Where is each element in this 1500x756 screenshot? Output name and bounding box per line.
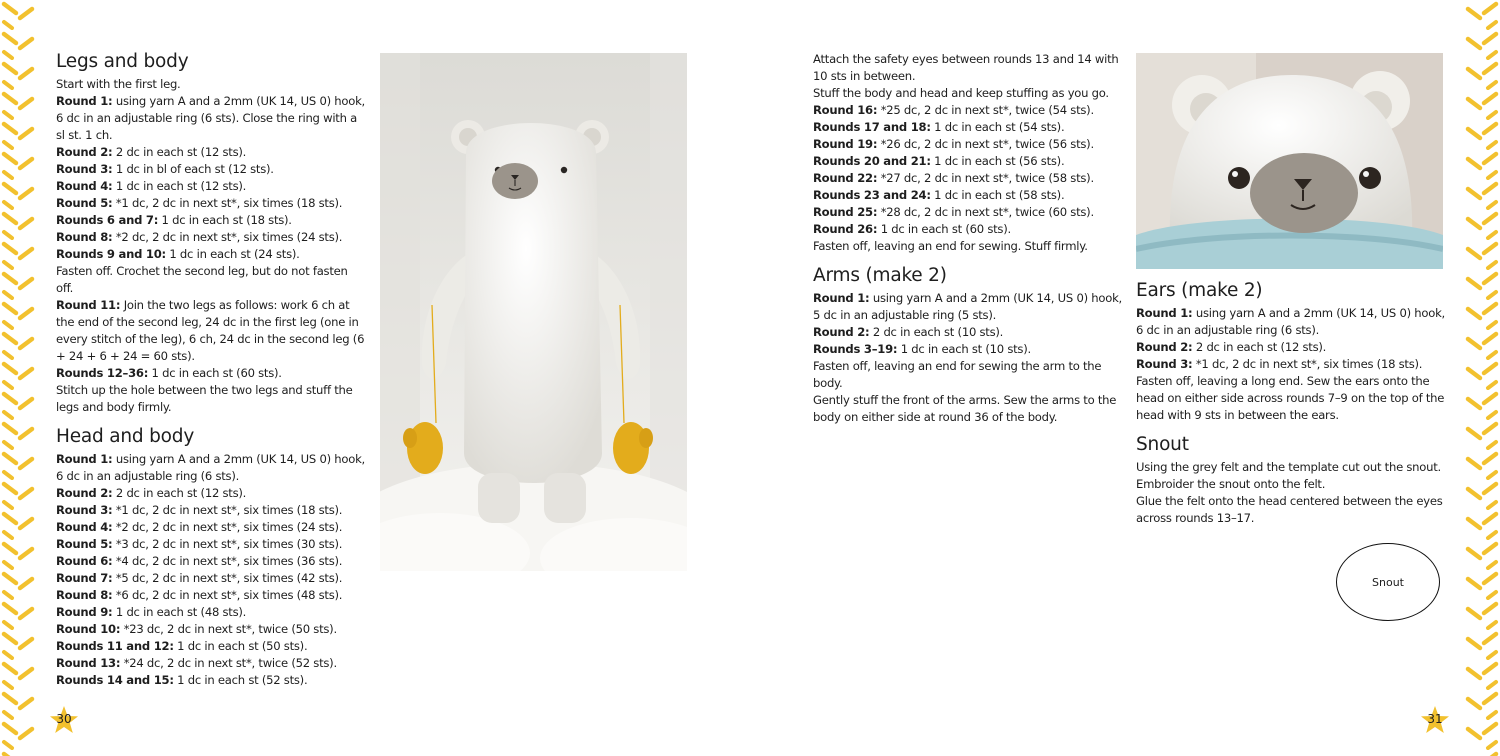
instruction-text: 1 dc in each st (48 sts). (112, 605, 247, 619)
round-label: Round 10: (56, 622, 121, 636)
instruction-text: using yarn A and a 2mm (UK 14, US 0) hook, 5 dc in an adjustable ring (5 sts). (813, 291, 1122, 322)
instruction-line (813, 170, 1125, 187)
instruction-line (1136, 339, 1446, 356)
round-label: Round 8: (56, 230, 113, 244)
round-label: Rounds 17 and 18: (813, 120, 931, 134)
instruction-text: 1 dc in each st (52 sts). (173, 673, 308, 687)
instruction-line (56, 655, 366, 672)
instruction-line (56, 76, 366, 93)
instruction-line (56, 570, 366, 587)
arms-heading: Arms (make 2) (813, 265, 947, 286)
instruction-text: *1 dc, 2 dc in next st*, six times (18 sts). (112, 196, 343, 210)
round-label: Round 7: (56, 571, 113, 585)
round-label: Round 2: (56, 145, 113, 159)
right-border-pattern (1448, 0, 1500, 756)
instruction-line (56, 246, 366, 263)
instruction-text: 1 dc in each st (12 sts). (112, 179, 247, 193)
instruction-line (56, 604, 366, 621)
instruction-text: 1 dc in each st (58 sts). (930, 188, 1065, 202)
instruction-line (813, 119, 1125, 136)
instruction-line (56, 263, 366, 297)
instruction-line (56, 382, 366, 416)
round-label: Rounds 20 and 21: (813, 154, 931, 168)
instruction-text: *2 dc, 2 dc in next st*, six times (24 sts). (112, 230, 343, 244)
instruction-text: Glue the felt onto the head centered between the eyes across rounds 13–17. (1136, 494, 1443, 525)
instruction-line (813, 358, 1125, 392)
instruction-text: using yarn A and a 2mm (UK 14, US 0) hook, 6 dc in an adjustable ring (6 sts). Close the ring with a sl st. 1 ch. (56, 94, 365, 142)
left-text-column (56, 51, 366, 689)
round-label: Round 8: (56, 588, 113, 602)
instruction-text: Using the grey felt and the template cut out the snout. (1136, 460, 1441, 474)
instruction-text: 1 dc in each st (18 sts). (158, 213, 292, 227)
round-label: Round 1: (813, 291, 870, 305)
snout-instructions (1136, 459, 1446, 527)
instruction-text: Fasten off, leaving a long end. Sew the ears onto the head on either side across rounds 7–9 on the top of the head with 9 sts in between the ears. (1136, 374, 1445, 422)
instruction-text: *4 dc, 2 dc in next st*, six times (36 sts). (112, 554, 343, 568)
instruction-text: Attach the safety eyes between rounds 13 and 14 with 10 sts in between. (813, 52, 1119, 83)
instruction-line (813, 324, 1125, 341)
instruction-line (56, 672, 366, 689)
instruction-text: 2 dc in each st (10 sts). (869, 325, 1004, 339)
instruction-text: 1 dc in each st (54 sts). (930, 120, 1065, 134)
head-body-heading: Head and body (56, 426, 195, 447)
instruction-line (56, 229, 366, 246)
instruction-line (1136, 459, 1446, 476)
page-number-left (48, 704, 80, 736)
instruction-line (813, 187, 1125, 204)
instruction-line (56, 195, 366, 212)
bear-full-photo (380, 53, 687, 571)
instruction-text: *27 dc, 2 dc in next st*, twice (58 sts). (877, 171, 1094, 185)
instruction-line (56, 365, 366, 382)
round-label: Rounds 9 and 10: (56, 247, 166, 261)
snout-template (1336, 543, 1440, 621)
instruction-text: Embroider the snout onto the felt. (1136, 477, 1326, 491)
instruction-text: 2 dc in each st (12 sts). (112, 486, 247, 500)
round-label: Round 25: (813, 205, 878, 219)
snout-template-label: Snout (1372, 575, 1404, 589)
instruction-line (813, 102, 1125, 119)
round-label: Round 9: (56, 605, 113, 619)
instruction-text: Join the two legs as follows: work 6 ch at the end of the second leg, 24 dc in the first leg (one in every stitch of the leg), 6 ch, 24 dc in the second leg (6 + 24 + 6 + 24 = 60 sts). (56, 298, 365, 363)
instruction-line (1136, 476, 1446, 493)
left-border-pattern (0, 0, 52, 756)
instruction-line (56, 178, 366, 195)
instruction-line (813, 136, 1125, 153)
instruction-text: *1 dc, 2 dc in next st*, six times (18 sts). (1192, 357, 1423, 371)
round-label: Round 19: (813, 137, 878, 151)
ears-heading: Ears (make 2) (1136, 280, 1263, 301)
round-label: Rounds 6 and 7: (56, 213, 159, 227)
instruction-line (56, 502, 366, 519)
instruction-text: 1 dc in each st (56 sts). (930, 154, 1065, 168)
right-photo-text-column (1136, 280, 1446, 527)
instruction-text: *3 dc, 2 dc in next st*, six times (30 sts). (112, 537, 343, 551)
instruction-line (56, 212, 366, 229)
instruction-text: using yarn A and a 2mm (UK 14, US 0) hook, 6 dc in an adjustable ring (6 sts). (56, 452, 365, 483)
instruction-text: *1 dc, 2 dc in next st*, six times (18 sts). (112, 503, 343, 517)
instruction-text: 1 dc in each st (24 sts). (165, 247, 300, 261)
instruction-text: 1 dc in each st (60 sts). (877, 222, 1011, 236)
head-body-continued (813, 51, 1125, 255)
instruction-line (56, 144, 366, 161)
instruction-text: *6 dc, 2 dc in next st*, six times (48 sts). (112, 588, 343, 602)
instruction-line (813, 51, 1125, 85)
instruction-text: Gently stuff the front of the arms. Sew the arms to the body on either side at round 36 of the body. (813, 393, 1117, 424)
instruction-line (813, 238, 1125, 255)
round-label: Round 3: (56, 503, 113, 517)
instruction-line (56, 297, 366, 365)
instruction-line (813, 221, 1125, 238)
page-number-right-text: 31 (1427, 712, 1443, 726)
instruction-line (1136, 493, 1446, 527)
round-label: Round 3: (56, 162, 113, 176)
round-label: Round 13: (56, 656, 121, 670)
round-label: Round 1: (56, 94, 113, 108)
instruction-line (56, 519, 366, 536)
right-text-column (813, 51, 1125, 426)
instruction-text: *25 dc, 2 dc in next st*, twice (54 sts). (877, 103, 1094, 117)
instruction-line (56, 161, 366, 178)
instruction-line (1136, 305, 1446, 339)
instruction-text: 1 dc in each st (50 sts). (173, 639, 308, 653)
round-label: Round 4: (56, 520, 113, 534)
round-label: Round 6: (56, 554, 113, 568)
round-label: Rounds 14 and 15: (56, 673, 174, 687)
round-label: Round 3: (1136, 357, 1193, 371)
round-label: Round 2: (1136, 340, 1193, 354)
round-label: Round 5: (56, 196, 113, 210)
instruction-text: *28 dc, 2 dc in next st*, twice (60 sts). (877, 205, 1094, 219)
instruction-text: using yarn A and a 2mm (UK 14, US 0) hook, 6 dc in an adjustable ring (6 sts). (1136, 306, 1445, 337)
instruction-text: 1 dc in each st (60 sts). (148, 366, 282, 380)
instruction-line (56, 93, 366, 144)
instruction-text: 1 dc in each st (10 sts). (897, 342, 1031, 356)
instruction-text: *26 dc, 2 dc in next st*, twice (56 sts). (877, 137, 1094, 151)
legs-body-heading: Legs and body (56, 51, 189, 72)
ears-instructions (1136, 305, 1446, 424)
instruction-line (56, 587, 366, 604)
instruction-text: Fasten off, leaving an end for sewing the arm to the body. (813, 359, 1102, 390)
page-number-right (1419, 704, 1451, 736)
instruction-text: *24 dc, 2 dc in next st*, twice (52 sts). (120, 656, 337, 670)
instruction-line (1136, 373, 1446, 424)
instruction-text: 2 dc in each st (12 sts). (1192, 340, 1327, 354)
instruction-line (56, 638, 366, 655)
instruction-text: *23 dc, 2 dc in next st*, twice (50 sts). (120, 622, 337, 636)
instruction-text: Stitch up the hole between the two legs and stuff the legs and body firmly. (56, 383, 353, 414)
instruction-line (813, 204, 1125, 221)
bear-head-closeup-photo (1136, 53, 1443, 269)
round-label: Round 1: (1136, 306, 1193, 320)
instruction-text: Fasten off. Crochet the second leg, but do not fasten off. (56, 264, 348, 295)
instruction-line (56, 485, 366, 502)
instruction-text: 2 dc in each st (12 sts). (112, 145, 247, 159)
round-label: Round 5: (56, 537, 113, 551)
instruction-line (813, 290, 1125, 324)
instruction-text: *5 dc, 2 dc in next st*, six times (42 sts). (112, 571, 343, 585)
head-body-instructions (56, 451, 366, 689)
instruction-line (813, 153, 1125, 170)
instruction-text: 1 dc in bl of each st (12 sts). (112, 162, 274, 176)
round-label: Round 26: (813, 222, 878, 236)
round-label: Round 22: (813, 171, 878, 185)
round-label: Rounds 12–36: (56, 366, 149, 380)
instruction-line (56, 621, 366, 638)
round-label: Round 16: (813, 103, 878, 117)
instruction-line (813, 341, 1125, 358)
instruction-line (813, 392, 1125, 426)
round-label: Round 11: (56, 298, 121, 312)
instruction-line (56, 451, 366, 485)
round-label: Rounds 23 and 24: (813, 188, 931, 202)
round-label: Rounds 11 and 12: (56, 639, 174, 653)
snout-heading: Snout (1136, 434, 1189, 455)
instruction-line (813, 85, 1125, 102)
instruction-text: Start with the first leg. (56, 77, 181, 91)
instruction-line (56, 536, 366, 553)
instruction-line (1136, 356, 1446, 373)
arms-instructions (813, 290, 1125, 426)
instruction-text: *2 dc, 2 dc in next st*, six times (24 sts). (112, 520, 343, 534)
round-label: Round 1: (56, 452, 113, 466)
round-label: Round 4: (56, 179, 113, 193)
round-label: Round 2: (56, 486, 113, 500)
round-label: Round 2: (813, 325, 870, 339)
legs-body-instructions (56, 76, 366, 416)
round-label: Rounds 3–19: (813, 342, 898, 356)
instruction-line (56, 553, 366, 570)
instruction-text: Fasten off, leaving an end for sewing. Stuff firmly. (813, 239, 1088, 253)
instruction-text: Stuff the body and head and keep stuffing as you go. (813, 86, 1109, 100)
page-number-left-text: 30 (56, 712, 72, 726)
